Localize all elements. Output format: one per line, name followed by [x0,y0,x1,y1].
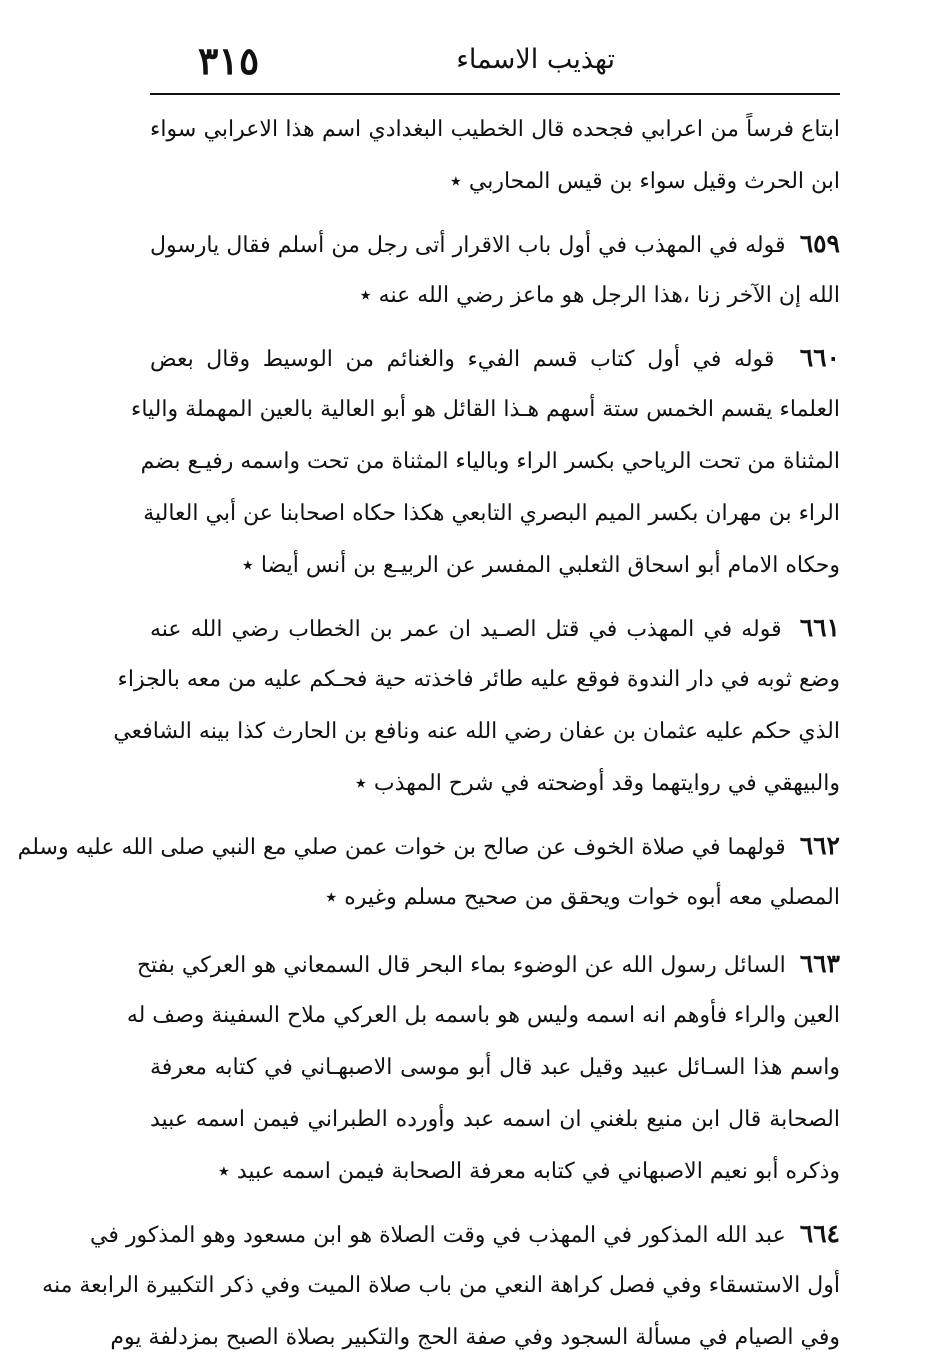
text-line: واسم هذا السـائل عبيد وقيل عبد قال أبو موسى الاصبهـاني في كتابه معرفة [150,1055,840,1080]
block-gap [150,322,840,332]
text-line-first [89,1208,840,1260]
entry-number: ٦٦٤ [799,1219,840,1248]
block-gap [150,592,840,602]
text-line: ابن الحرث وقيل سواء بن قيس المحاربي ٭ [449,169,840,194]
text-line: المصلي معه أبوه خوات ويحقق من صحيح مسلم وغيره ٭ [325,885,840,910]
text-line: قوله في المهذب في قتل الصـيد ان عمر بن الخطاب رضي الله عنه [150,617,782,642]
block-gap [150,208,840,218]
block-gap [150,810,840,820]
text-line: الصحابة قال ابن منيع بلغني ان اسمه عبد وأورده الطبراني فيمن اسمه عبيد [150,1107,840,1132]
text-line-first [150,332,840,384]
text-line: ابتاع فرساً من اعرابي فجحده قال الخطيب البغدادي اسم هذا الاعرابي سواء [150,117,840,142]
entry-number: ٦٦٢ [799,831,840,860]
text-line: العين والراء فأوهم انه اسمه وليس هو باسمه بل العركي ملاح السفينة وصف له [126,1003,840,1028]
block-gap [150,924,840,938]
text-line: الذي حكم عليه عثمان بن عفان رضي الله عنه ونافع بن الحارث كذا بينه الشافعي [113,719,840,744]
text-line: عبد الله المذكور في المهذب في وقت الصلاة هو ابن مسعود وهو المذكور في [89,1223,786,1248]
text-line-first [150,602,840,654]
text-line-first [17,820,840,872]
entry-659 [150,218,840,322]
page-number: ٣١٥ [198,38,260,83]
text-line: قوله في أول كتاب قسم الفيء والغنائم من الوسيط وقال بعض [150,347,775,372]
block-gap [150,1198,840,1208]
text-line: قوله في المهذب في أول باب الاقرار أتى رجل من أسلم فقال يارسول [150,233,786,258]
entry-number: ٦٦١ [799,613,840,642]
text-line: الراء بن مهران بكسر الميم البصري التابعي هكذا حكاه اصحابنا عن أبي العالية [143,501,840,526]
entry-number: ٦٥٩ [799,229,840,258]
header-rule [150,93,840,95]
text-line-first [150,218,840,270]
text-line: الله إن الآخر زنا ،هذا الرجل هو ماعز رضي الله عنه ٭ [359,283,840,308]
text-line: السائل رسول الله عن الوضوء بماء البحر قال السمعاني هو العركي بفتح [136,953,786,978]
entry-number: ٦٦٠ [799,343,840,372]
entry-660 [131,332,840,592]
entry-661 [113,602,840,810]
page-body [17,104,840,1364]
text-line: وحكاه الامام أبو اسحاق الثعلبي المفسر عن الربيـع بن أنس أيضا ٭ [241,553,840,578]
text-line: والبيهقي في روايتهما وقد أوضحته في شرح المهذب ٭ [354,771,840,796]
page-header [150,38,840,90]
text-line: قولهما في صلاة الخوف عن صالح بن خوات عمن صلي مع النبي صلى الله عليه وسلم [17,835,786,860]
text-line: أول الاستسقاء وفي فصل كراهة النعي من باب صلاة الميت وفي ذكر التكبيرة الرابعة منه [42,1273,840,1298]
entry-number: ٦٦٣ [799,949,840,978]
text-line: وفي الصيام في مسألة السجود وفي صفة الحج والتكبير بصلاة الصبح بمزدلفة يوم [110,1325,840,1350]
entry-662 [17,820,840,924]
text-line-first [136,938,840,990]
text-line: وذكره أبو نعيم الاصبهاني في كتابه معرفة الصحابة فيمن اسمه عبيد ٭ [217,1159,840,1184]
text-line: العلماء يقسم الخمس ستة أسهم هـذا القائل هو أبو العالية بالعين المهملة والياء [131,397,840,422]
text-line: وضع ثوبه في دار الندوة فوقع عليه طائر فاخذته حية فحـكم عليه من معه بالجزاء [117,667,840,692]
entry-664 [42,1208,840,1364]
entry-663 [126,938,840,1198]
entry-continuation [150,104,840,208]
text-line: المثناة من تحت الرياحي بكسر الراء وبالياء المثناة من تحت واسمه رفيـع بضم [140,449,840,474]
running-title: تهذيب الاسماء [456,44,615,75]
